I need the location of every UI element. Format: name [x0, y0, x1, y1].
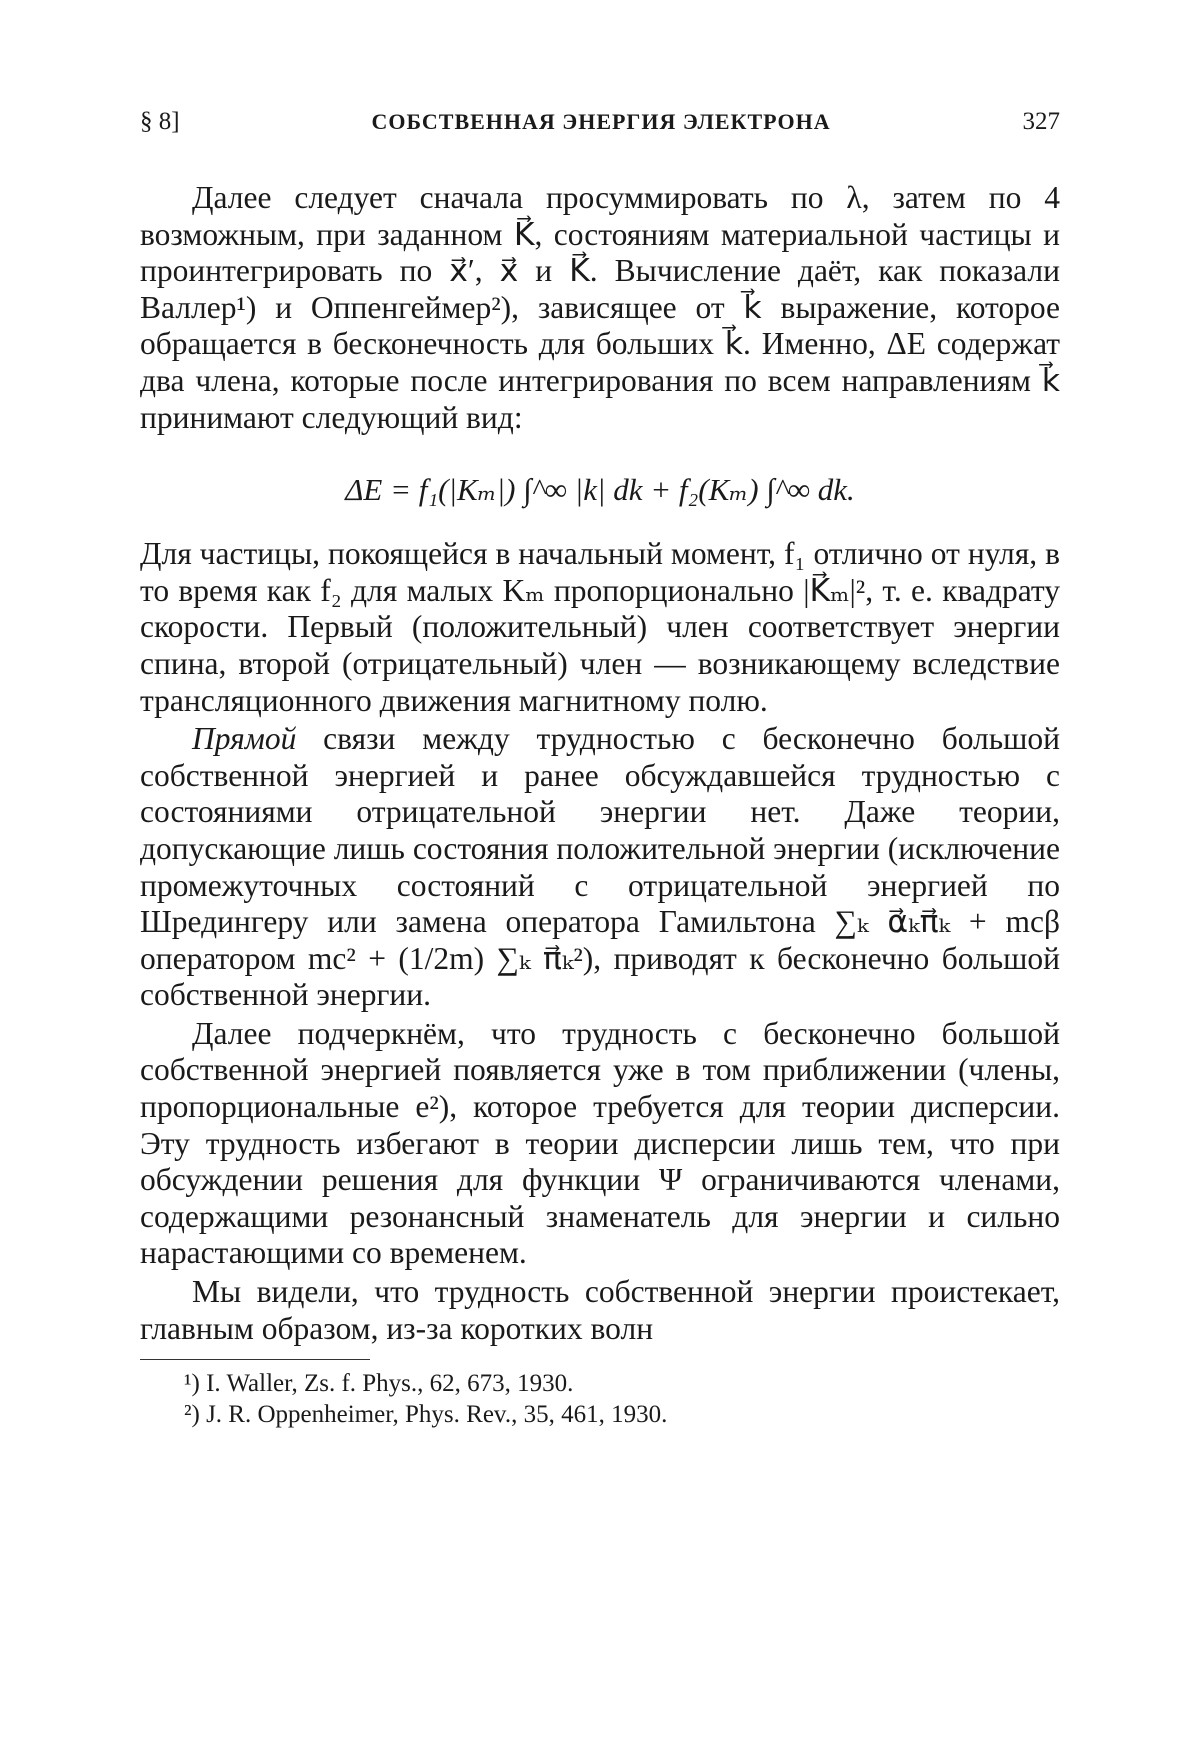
- emphasis-word: Прямой: [192, 721, 297, 757]
- paragraph-5: Мы видели, что трудность собственной энергии проистекает, главным образом, из-за коротких волн: [140, 1274, 1060, 1346]
- footnote-divider: [140, 1359, 370, 1360]
- page-number: 327: [1022, 108, 1060, 135]
- paragraph-2: Для частицы, покоящейся в начальный момент, f₁ отлично от нуля, в то время как f₂ для малых Kₘ пропорционально |K⃗ₘ|², т. е. квадрату скорости. Первый (положительный) член соответствует энергии спина, второй (отрицательный) член — возникающему вследствие трансляционного движения магнитному полю.: [140, 536, 1060, 718]
- paragraph-3-text: связи между трудностью с бесконечно большой собственной энергией и ранее обсуждавшейся трудностью с состояниями отрицательной энергии нет. Даже теории, допускающие лишь состояния положительной энергии (исключение промежуточных состояний с отрицательной энергией по Шредингеру или замена оператора Гамильтона ∑ₖ α⃗ₖπ⃗ₖ + mcβ оператором mc² + (1/2m) ∑ₖ π⃗ₖ²), приводят к бесконечно большой собственной энергии.: [140, 721, 1060, 1013]
- paragraph-3: [140, 721, 1060, 1014]
- running-head: [140, 108, 1060, 136]
- paragraph-1: Далее следует сначала просуммировать по λ, затем по 4 возможным, при заданном K⃗, состояниям материальной частицы и проинтегрировать по x⃗′, x⃗ и K⃗. Вычисление даёт, как показали Валлер¹) и Оппенгеймер²), зависящее от k⃗ выражение, которое обращается в бесконечность для больших k⃗. Именно, ΔE содержат два члена, которые после интегрирования по всем направлениям k⃗ принимают следующий вид:: [140, 180, 1060, 435]
- chapter-title: СОБСТВЕННАЯ ЭНЕРГИЯ ЭЛЕКТРОНА: [371, 109, 831, 134]
- book-page: [140, 108, 1060, 1430]
- section-number: § 8]: [140, 108, 180, 135]
- paragraph-4: Далее подчеркнём, что трудность с бесконечно большой собственной энергией появляется уже в том приближении (члены, пропорциональные e²), которое требуется для теории дисперсии. Эту трудность избегают в теории дисперсии лишь тем, что при обсуждении решения для функции Ψ ограничиваются членами, содержащими резонансный знаменатель для энергии и сильно нарастающими со временем.: [140, 1015, 1060, 1271]
- footnote-1: ¹) I. Waller, Zs. f. Phys., 62, 673, 1930.: [184, 1370, 574, 1398]
- energy-formula: ΔE = f₁(|Kₘ|) ∫^∞ |k| dk + f₂(Kₘ) ∫^∞ dk.: [345, 472, 855, 508]
- footnote-2: ²) J. R. Oppenheimer, Phys. Rev., 35, 461, 1930.: [184, 1401, 668, 1429]
